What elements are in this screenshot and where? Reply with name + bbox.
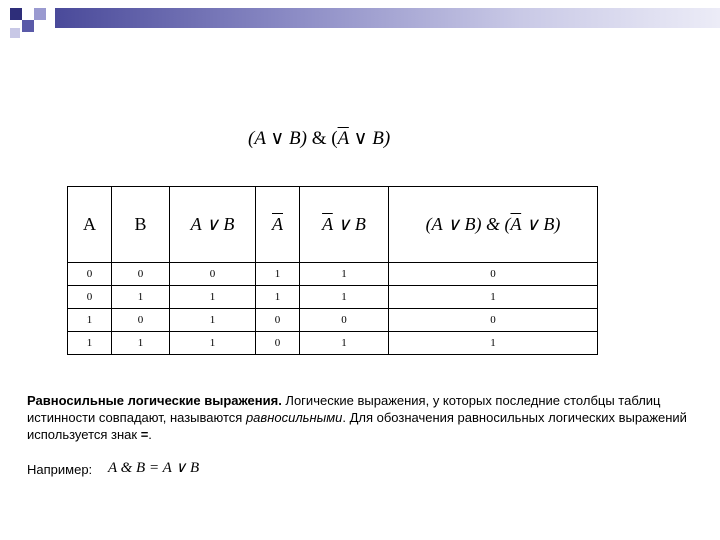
cell: 0 bbox=[256, 332, 300, 355]
table-header-row bbox=[68, 187, 598, 263]
table-row bbox=[68, 286, 598, 309]
cell: 1 bbox=[112, 286, 170, 309]
definition-term: Равносильные логические выражения. bbox=[27, 393, 282, 408]
cell: 0 bbox=[170, 263, 256, 286]
table-row bbox=[68, 309, 598, 332]
header-not-a: $\overline{A}$ bbox=[256, 187, 300, 263]
cell: 1 bbox=[170, 332, 256, 355]
definition-text-1: Логические выражения, у которых последние столбцы таблиц истинности совпадают, называются bbox=[27, 393, 661, 425]
cell: 0 bbox=[389, 309, 598, 332]
header-a: A bbox=[68, 187, 112, 263]
cell: 1 bbox=[300, 286, 389, 309]
truth-table bbox=[67, 186, 598, 355]
cell: 1 bbox=[300, 332, 389, 355]
example-formula: A & B = A ∨ B bbox=[108, 460, 200, 476]
header-gradient-strip bbox=[55, 8, 720, 28]
cell: 0 bbox=[68, 263, 112, 286]
deco-square-mid bbox=[22, 20, 34, 32]
cell: 1 bbox=[256, 263, 300, 286]
cell: 1 bbox=[256, 286, 300, 309]
cell: 1 bbox=[68, 332, 112, 355]
header-b: B bbox=[112, 187, 170, 263]
cell: 1 bbox=[300, 263, 389, 286]
cell: 1 bbox=[68, 309, 112, 332]
cell: 1 bbox=[170, 309, 256, 332]
cell: 1 bbox=[112, 332, 170, 355]
cell: 1 bbox=[389, 286, 598, 309]
definition-end: . bbox=[148, 427, 152, 442]
cell: 0 bbox=[112, 263, 170, 286]
definition-text-2: . Для обозначения равносильных логических выражений используется знак bbox=[27, 410, 687, 442]
deco-square-dark bbox=[10, 8, 22, 20]
equivalence-sign: = bbox=[140, 427, 149, 442]
cell: 1 bbox=[170, 286, 256, 309]
cell: 1 bbox=[389, 332, 598, 355]
table-row bbox=[68, 263, 598, 286]
deco-square-light2 bbox=[10, 28, 20, 38]
example-label: Например: bbox=[27, 462, 93, 477]
definition-paragraph bbox=[27, 392, 697, 443]
deco-square-light bbox=[34, 8, 46, 20]
table-row bbox=[68, 332, 598, 355]
cell: 0 bbox=[256, 309, 300, 332]
cell: 0 bbox=[300, 309, 389, 332]
cell: 0 bbox=[112, 309, 170, 332]
header-result: (A ∨ B) & ($\overline{A}$ ∨ B) bbox=[389, 187, 598, 263]
cell: 0 bbox=[68, 286, 112, 309]
header-a-or-b: A ∨ B bbox=[170, 187, 256, 263]
cell: 0 bbox=[389, 263, 598, 286]
definition-italic: равносильными bbox=[245, 410, 343, 425]
title-formula: (A ∨ B) & ($\overline{A}$ ∨ B) bbox=[248, 128, 391, 149]
header-not-a-or-b: $\overline{A}$ ∨ B bbox=[300, 187, 389, 263]
